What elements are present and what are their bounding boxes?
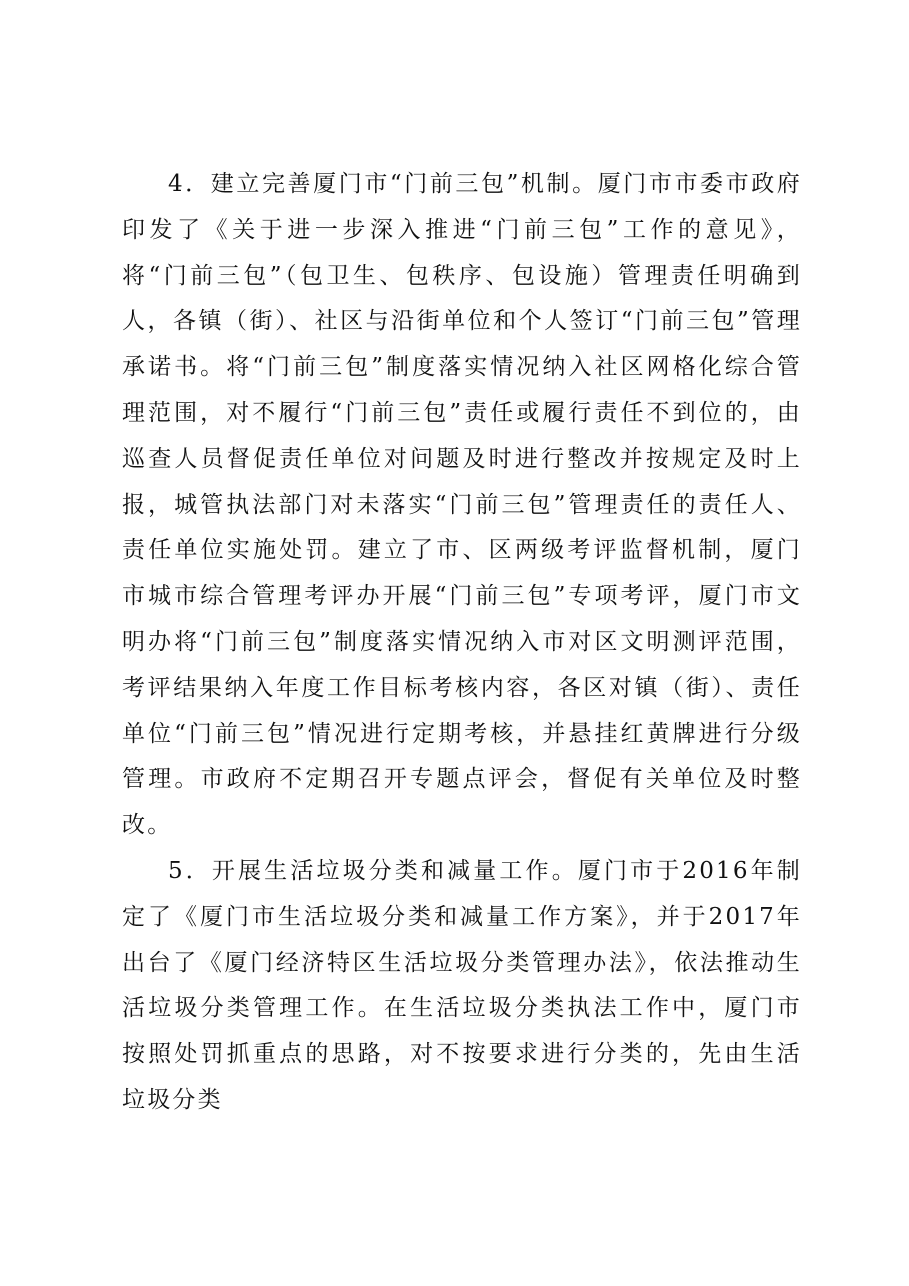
document-body	[122, 162, 802, 1124]
paragraph-garbage-sorting: 5．开展生活垃圾分类和减量工作。厦门市于2016年制定了《厦门市生活垃圾分类和减量工作方案》，并于2017年出台了《厦门经济特区生活垃圾分类管理办法》，依法推动生活垃圾分类管理工作。在生活垃圾分类执法工作中，厦门市按照处罚抓重点的思路，对不按要求进行分类的，先由生活垃圾分类	[122, 857, 802, 1113]
paragraph-door-three-guarantees: 4．建立完善厦门市“门前三包”机制。厦门市市委市政府印发了《关于进一步深入推进“门前三包”工作的意见》，将“门前三包”（包卫生、包秩序、包设施）管理责任明确到人，各镇（街）、社区与沿街单位和个人签订“门前三包”管理承诺书。将“门前三包”制度落实情况纳入社区网格化综合管理范围，对不履行“门前三包”责任或履行责任不到位的，由巡查人员督促责任单位对问题及时进行整改并按规定及时上报，城管执法部门对未落实“门前三包”管理责任的责任人、责任单位实施处罚。建立了市、区两级考评监督机制，厦门市城市综合管理考评办开展“门前三包”专项考评，厦门市文明办将“门前三包”制度落实情况纳入市对区文明测评范围，考评结果纳入年度工作目标考核内容，各区对镇（街）、责任单位“门前三包”情况进行定期考核，并悬挂红黄牌进行分级管理。市政府不定期召开专题点评会，督促有关单位及时整改。	[122, 171, 802, 839]
